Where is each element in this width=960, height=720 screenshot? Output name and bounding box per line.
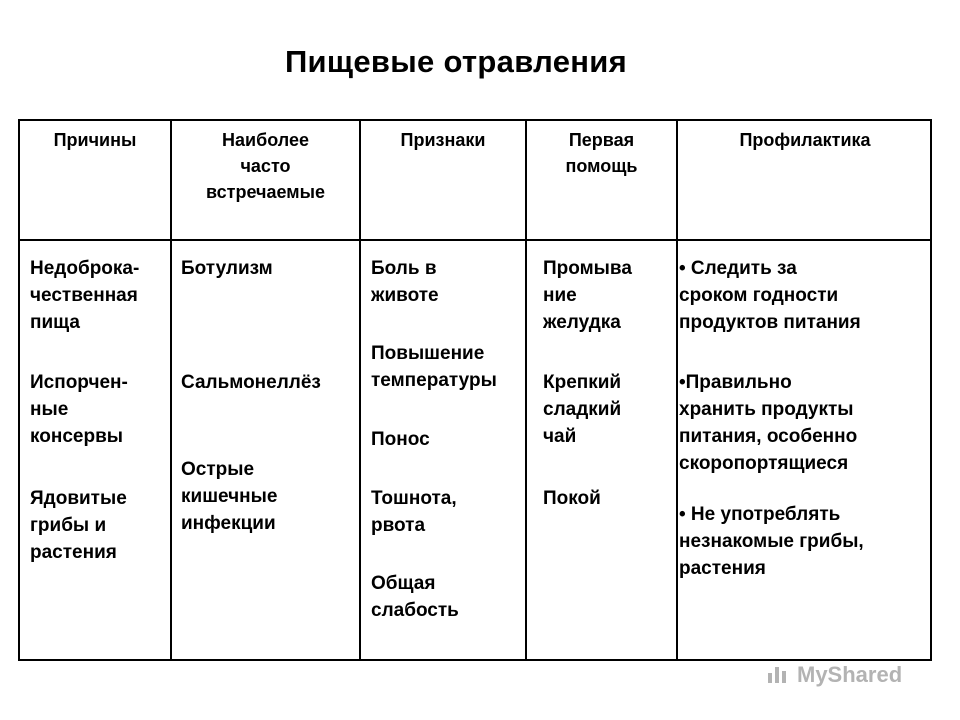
causes-cell: [30, 255, 139, 336]
first-aid-cell: [543, 255, 632, 336]
first-aid-item: Промыва ние желудка: [543, 258, 632, 333]
causes-cell: [30, 369, 128, 450]
common-item: Острые кишечные инфекции: [181, 459, 278, 534]
common-cell: [181, 255, 273, 282]
prevention-item: • Следить за сроком годности продуктов питания: [679, 258, 861, 333]
column-divider: [359, 121, 361, 659]
header-first-aid: Первая помощь: [565, 130, 638, 176]
prevention-cell: [679, 255, 861, 336]
myshared-logo-icon: [766, 664, 792, 686]
first-aid-cell: [543, 369, 621, 450]
common-item: Сальмонеллёз: [181, 372, 321, 393]
prevention-item: •Правильно хранить продукты питания, особенно скоропортящиеся: [679, 372, 858, 474]
common-cell: [181, 456, 277, 537]
first-aid-cell: [543, 485, 601, 512]
food-poisoning-table: [18, 119, 932, 661]
header-most-common: Наиболее часто встречаемые: [206, 130, 325, 202]
header-divider: [20, 239, 930, 241]
prevention-cell: [679, 369, 857, 477]
symptoms-cell: [371, 255, 439, 309]
symptom-item: Понос: [371, 429, 430, 450]
symptom-item: Тошнота, рвота: [371, 488, 457, 536]
cause-item: Испорчен- ные консервы: [30, 372, 128, 447]
prevention-item: • Не употреблять незнакомые грибы, растения: [679, 504, 864, 579]
symptom-item: Повышение температуры: [371, 343, 497, 391]
first-aid-item: Крепкий сладкий чай: [543, 372, 622, 447]
causes-cell: [30, 485, 127, 566]
prevention-cell: [679, 501, 864, 582]
common-cell: [181, 369, 321, 396]
header-symptoms: Признаки: [400, 130, 486, 150]
symptoms-cell: [371, 485, 457, 539]
common-item: Ботулизм: [181, 258, 273, 279]
column-divider: [676, 121, 678, 659]
page-title: Пищевые отравления: [284, 44, 628, 79]
watermark-text: MyShared: [797, 662, 903, 687]
symptoms-cell: [371, 340, 497, 394]
watermark: [766, 661, 902, 689]
symptom-item: Общая слабость: [371, 573, 459, 621]
symptoms-cell: [371, 570, 459, 624]
header-prevention: Профилактика: [739, 130, 871, 150]
cause-item: Недоброка- чественная пища: [30, 258, 140, 333]
column-divider: [525, 121, 527, 659]
first-aid-item: Покой: [543, 488, 601, 509]
symptom-item: Боль в животе: [371, 258, 439, 306]
header-causes: Причины: [53, 130, 137, 150]
cause-item: Ядовитые грибы и растения: [30, 488, 127, 563]
symptoms-cell: [371, 426, 430, 453]
